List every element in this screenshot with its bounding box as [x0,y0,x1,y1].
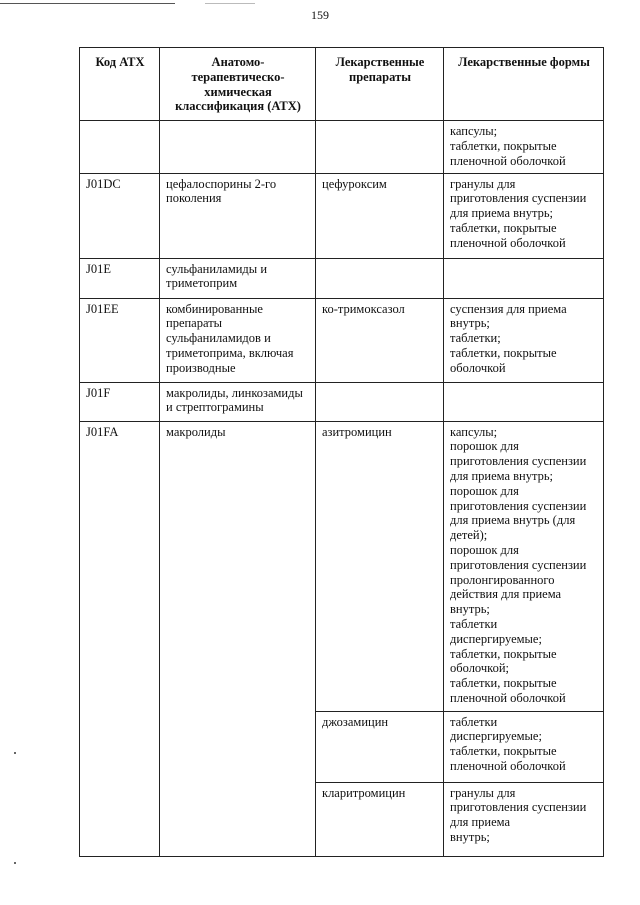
cell-forms [444,382,604,421]
text-line: приготовления суспензии [450,800,587,815]
text-line: суспензия для приема [450,301,567,316]
text-line: пролонгированного [450,572,555,587]
text-line: для приема внутрь; [450,468,554,483]
page-number: 159 [311,8,329,22]
text-line: таблетки, покрытые [450,676,557,691]
text-line: пленочной оболочкой [450,153,566,168]
text-line: оболочкой [450,360,506,375]
text-line: диспергируемые; [450,729,542,744]
cell-drug: кларитромицин [316,782,444,856]
text-line: таблетки, покрытые [450,744,557,759]
scan-artifact-dot [14,752,16,754]
cell-drug: ко-тримоксазол [316,298,444,382]
text-line: действия для приема [450,587,562,602]
text-line: таблетки [450,714,498,729]
cell-drug: азитромицин [316,421,444,711]
text-line: пленочной оболочкой [450,235,566,250]
text-line: поколения [166,191,222,206]
atx-table [79,47,604,857]
text-line: препараты [166,316,223,331]
text-line: диспергируемые; [450,631,542,646]
cell-classification [160,258,316,298]
cell-forms [444,782,604,856]
header-classification [160,48,316,121]
header-forms: Лекарственные формы [444,48,604,121]
text-line: для приема внутрь (для [450,513,576,528]
text-line: Лекарственные [335,55,425,69]
cell-code: J01EE [80,298,160,382]
text-line: таблетки, покрытые [450,646,557,661]
cell-drug [316,382,444,421]
text-line: терапевтическо- [191,69,285,84]
text-line: внутрь; [450,829,490,844]
cell-classification [160,298,316,382]
text-line: приготовления суспензии [450,454,587,469]
cell-drug [316,121,444,173]
text-line: приготовления суспензии [450,498,587,513]
text-line: производные [166,360,236,375]
cell-code: J01F [80,382,160,421]
header-code: Код АТХ [80,48,160,121]
table-row [80,382,604,421]
text-line: для приема [450,815,511,830]
scan-artifact-dot [14,862,16,864]
cell-forms [444,258,604,298]
header-drugs [316,48,444,121]
text-line: порошок для [450,483,519,498]
text-line: и стрептограмины [166,400,264,415]
text-line: триметоприм [166,276,238,291]
text-line: приготовления суспензии [450,191,587,206]
text-line: химическая [204,84,272,99]
text-line: порошок для [450,439,519,454]
text-line: макролиды [166,424,226,439]
text-line: внутрь; [450,316,490,331]
text-line: макролиды, линкозамиды [166,385,303,400]
text-line: пленочной оболочкой [450,690,566,705]
cell-classification [160,421,316,856]
text-line: таблетки, покрытые [450,345,557,360]
cell-code: J01FA [80,421,160,856]
text-line: классификация (АТХ) [175,99,301,114]
cell-forms [444,711,604,782]
text-line: триметоприма, включая [166,345,294,360]
table-row [80,121,604,173]
text-line: таблетки [450,616,498,631]
scan-artifact-line [205,3,255,4]
cell-drug: джозамицин [316,711,444,782]
cell-classification [160,382,316,421]
text-line: оболочкой; [450,661,509,676]
cell-classification [160,121,316,173]
text-line: сульфаниламидов и [166,331,271,346]
text-line: капсулы; [450,424,498,439]
text-line: цефалоспорины 2-го [166,176,277,191]
cell-code: J01E [80,258,160,298]
cell-classification [160,173,316,258]
table-header-row [80,48,604,121]
text-line: таблетки; [450,331,501,346]
table-row [80,258,604,298]
text-line: гранулы для [450,785,516,800]
text-line: порошок для [450,542,519,557]
text-line: комбинированные [166,301,263,316]
table-row [80,173,604,258]
text-line: капсулы; [450,124,498,139]
text-line: таблетки, покрытые [450,138,557,153]
table-row [80,421,604,711]
text-line: препараты [349,69,411,84]
cell-forms [444,173,604,258]
text-line: внутрь; [450,602,490,617]
text-line: для приема внутрь; [450,206,554,221]
text-line: сульфаниламиды и [166,261,268,276]
cell-drug: цефуроксим [316,173,444,258]
cell-drug [316,258,444,298]
text-line: гранулы для [450,176,516,191]
cell-code [80,121,160,173]
cell-forms [444,421,604,711]
text-line: пленочной оболочкой [450,758,566,773]
text-line: Анатомо- [211,55,265,69]
cell-code: J01DC [80,173,160,258]
text-line: таблетки, покрытые [450,220,557,235]
text-line: детей); [450,528,488,543]
text-line: приготовления суспензии [450,557,587,572]
table-row [80,298,604,382]
cell-forms [444,298,604,382]
scan-artifact-line [0,3,175,4]
cell-forms [444,121,604,173]
